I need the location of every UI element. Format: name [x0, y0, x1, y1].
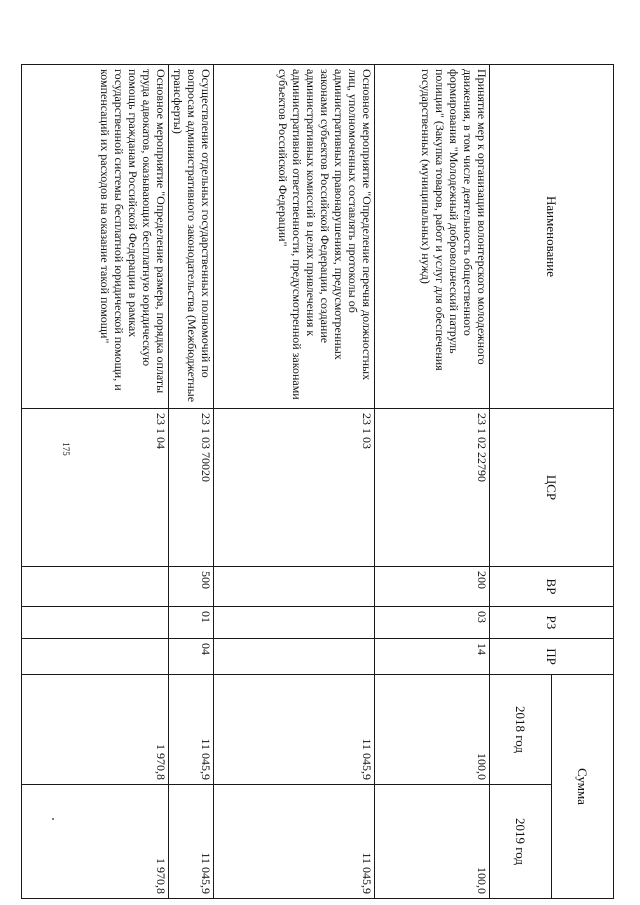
cell-2018: 100,0 — [375, 675, 490, 785]
table-row — [169, 65, 214, 899]
cell-name: Основное мероприятие "Определение перечня должностных лиц, уполномоченных составлять протоколы об административных правонарушениях, предусмотренных законами субъектов Российской Федерации, создание административных комиссий в целях привлечения к административной ответственности, предусмотренной законами субъектов Российской Федерации" — [214, 65, 375, 409]
header-2018: 2018 год — [490, 675, 552, 785]
cell-rz: 01 — [169, 607, 214, 639]
cell-name: Основное мероприятие "Определение размера, порядка оплаты труда адвокатов, оказывающих бесплатную юридическую помощь гражданам Российской Федерации в рамках государственной системы бесплатной юридической помощи, и компенсаций их расходов на оказание такой помощи" — [22, 65, 169, 409]
header-vr: ВР — [490, 567, 614, 607]
cell-vr: 200 — [375, 567, 490, 607]
header-rz: РЗ — [490, 607, 614, 639]
table-row — [22, 65, 169, 899]
cell-2019: 11 045,9 — [214, 785, 375, 899]
table-row — [375, 65, 490, 899]
cell-2019: 11 045,9 — [169, 785, 214, 899]
cell-vr: 500 — [169, 567, 214, 607]
header-pr: ПР — [490, 639, 614, 675]
cell-rz: 03 — [375, 607, 490, 639]
header-csr: ЦСР — [490, 409, 614, 567]
header-name: Наименование — [490, 65, 614, 409]
cell-csr: 23 1 03 — [214, 409, 375, 567]
cell-vr — [22, 567, 169, 607]
cell-rz — [22, 607, 169, 639]
header-2019: 2019 год — [490, 785, 552, 899]
page-number: 175 — [61, 442, 71, 456]
header-sum: Сумма — [552, 675, 614, 899]
cell-2019: 100,0 — [375, 785, 490, 899]
cell-pr — [214, 639, 375, 675]
rotated-sheet — [86, 64, 614, 898]
cell-csr: 23 1 03 70020 — [169, 409, 214, 567]
cell-pr: 04 — [169, 639, 214, 675]
table-row — [214, 65, 375, 899]
budget-table — [21, 64, 614, 899]
cell-2018: 11 045,9 — [214, 675, 375, 785]
cell-pr — [22, 639, 169, 675]
cell-csr: 23 1 04 — [22, 409, 169, 567]
cell-2018: 11 045,9 — [169, 675, 214, 785]
cell-pr: 14 — [375, 639, 490, 675]
cell-2018: 1 970,8 — [22, 675, 169, 785]
cell-name: Осуществление отдельных государственных полномочий по вопросам административного законодательства (Межбюджетные трансферты) — [169, 65, 214, 409]
cell-vr — [214, 567, 375, 607]
cell-rz — [214, 607, 375, 639]
cell-name: Принятие мер к организации волонтерского молодежного движения, в том числе деятельность общественного формирования "Молодежный добровольческий патруль полиции" (Закупка товаров, работ и услуг для обеспечения государственных (муниципальных) нужд) — [375, 65, 490, 409]
cell-csr: 23 1 02 22790 — [375, 409, 490, 567]
cell-2019: 1 970,8 — [22, 785, 169, 899]
